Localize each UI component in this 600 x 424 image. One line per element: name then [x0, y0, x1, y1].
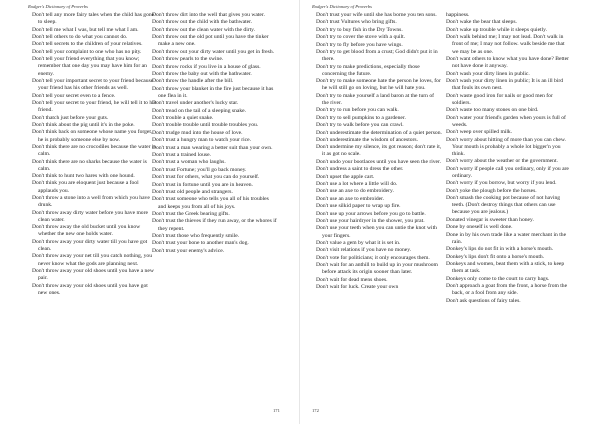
proverb-entry: Don't yoke the plough before the horses.: [446, 187, 537, 194]
proverb-entry: Don't throw away your net till you catch nothing, you never know what the gods are planning next.: [32, 253, 153, 267]
proverb-entry: Don't visit relations if you have no money.: [316, 247, 412, 254]
proverb-entry: Don't wake the bear that sleeps.: [446, 19, 517, 26]
left-column-1: [32, 12, 158, 297]
proverb-entry: Don't trudge mud into the house of love.: [152, 129, 243, 136]
proverb-entry: Don't try to get blood from a crust; God didn't put it in there.: [316, 48, 438, 63]
proverb-entry: Don't trust the Greek bearing gifts.: [152, 210, 230, 217]
proverb-entry: Don't throw away your dirty water till you have got clean.: [32, 238, 148, 253]
proverb-entry: Don't trust old people and strangers.: [152, 189, 233, 195]
proverb-entry: Don't undo your bootlaces until you have seen the river.: [316, 158, 441, 165]
proverb-entry: Don't use an axe to do embroidery.: [316, 188, 394, 195]
proverb-entry: Don't throw your blanket in the fire just because it has one flea in it.: [152, 85, 274, 99]
proverb-entry: Don't use your hairdryer in the shower, you prat.: [316, 218, 425, 224]
proverb-entry: Donkeys and women, beat them with a stick, to keep them at task.: [446, 261, 565, 275]
proverb-entry: Don't throw the handle after the bill.: [152, 78, 234, 85]
proverb-entry: Don't think there are no crocodiles because the water is calm.: [32, 143, 156, 158]
proverb-entry: Don't undress a saint to dress the other.: [316, 166, 404, 173]
right-column-2: [446, 12, 572, 305]
proverb-entry: Don't throw rocks if you live in a house of glass.: [152, 63, 261, 70]
proverb-entry: Don't tell secrets to the children of your relatives.: [32, 41, 143, 48]
proverb-entry: Donkey's lips don't fit onto a horse's mouth.: [446, 253, 545, 260]
proverb-entry: Don't underestimate the wisdom of ancestors.: [316, 136, 418, 143]
proverb-entry: Don't throw dirt into the well that gives you water.: [152, 12, 265, 18]
proverb-entry: Don't throw out the clean water with the dirty.: [152, 26, 256, 33]
proverb-entry: Don't trust for others, what you can do yourself.: [152, 174, 260, 181]
proverb-entry: Don't ask questions of fairy tales.: [446, 297, 521, 304]
proverb-entry: Don't try to buy fish in the Dry Towns.: [316, 26, 403, 33]
proverb-entry: Don't wait for dead mens shoes.: [316, 276, 388, 283]
proverb-entry: Don't wait for luck. Create your own: [316, 284, 399, 291]
proverb-entry: Don't waste too many stones on one bird.: [446, 107, 539, 114]
proverb-entry: Don't use up your arrows before you go to battle.: [316, 210, 426, 217]
proverb-entry: Don't walk behind me; I may not lead. Don't walk in front of me; I may not follow. walk beside me that we may be as one.: [446, 34, 565, 55]
proverb-entry: Don't wake up trouble while it sleeps quietly.: [446, 26, 548, 33]
proverb-entry: Don't undermine my silence, its got reason; don't rate it, it as got no scale.: [316, 144, 442, 158]
proverb-entry: Don't tell your secret even to a fence.: [32, 92, 116, 99]
proverb-entry: Don't trouble trouble until trouble troubles you.: [152, 122, 259, 129]
proverb-entry: Don't throw pearls to the swine.: [152, 56, 224, 63]
proverb-entry: Don't wash your dirty linen in public.: [446, 70, 530, 77]
proverb-entry: Don't weep over spilled milk.: [446, 129, 513, 136]
proverb-entry: Don't use a lot where a little will do.: [316, 181, 398, 188]
proverb-entry: Donkeys only come to the court to carry bags.: [446, 275, 550, 282]
proverb-entry: happiness.: [446, 12, 470, 18]
proverb-entry: Don't try to cover the stove with a quilt.: [316, 34, 406, 41]
proverb-entry: Don't trust your bone to another man's dog.: [152, 240, 249, 247]
proverb-entry: Don't wait for an anthill to build up in your mushroom before attack its origin sooner than later.: [316, 262, 438, 276]
proverb-entry: Don't tell others to do what you cannot do.: [32, 33, 128, 40]
proverb-entry: Don't tread on the tail of a sleeping snake.: [152, 107, 247, 114]
proverb-entry: Don't trust Fortune; you'll go back money.: [152, 166, 247, 173]
proverb-entry: Don't throw out the child with the bathwater.: [152, 19, 253, 26]
proverb-entry: Don't approach a goat from the front, a horse from the back, or a fool from any side.: [446, 283, 568, 297]
proverb-entry: Don't throw away your old shoes until you have got new ones.: [32, 282, 148, 296]
proverb-entry: Don't worry about hitting of more than you can chew. Your mouth is probably a whole lot bigger'n you think.: [446, 136, 566, 157]
proverb-entry: Don't think there are no sharks because the water is calm.: [32, 158, 147, 172]
proverb-entry: Don't upset the apple cart.: [316, 173, 375, 180]
proverb-entry: Don't travel under another's lucky star.: [152, 100, 239, 107]
left-column-2: [152, 12, 278, 255]
page-number: 171: [273, 408, 280, 413]
proverb-entry: Don't trust in fortune until you are in heaven.: [152, 181, 253, 188]
proverb-entry: Don't think to hunt two hares with one hound.: [32, 173, 135, 180]
proverb-entry: Don't try to make predictions, especially those concerning the future.: [316, 63, 420, 77]
proverb-entry: Don't use an axe to embroider.: [316, 195, 385, 202]
proverb-entry: Don't want others to know what you have done? Better not have done it anyway.: [446, 55, 569, 70]
proverb-entry: Don't trust a trained louse.: [152, 152, 211, 159]
proverb-entry: Don't tell your friend everything that you know; remember that one day you may have him for an enemy.: [32, 56, 147, 77]
proverb-entry: Don't worry if people call you ordinary, only if you are ordinary.: [446, 165, 569, 179]
proverb-entry: Donated vinegar is sweeter than honey.: [446, 216, 534, 223]
proverb-entry: Don't vote for politicians; it only encourages them.: [316, 254, 430, 261]
proverb-entry: Don't try to run before you can walk.: [316, 107, 399, 114]
proverb-entry: Don't throw the baby out with the bathwater.: [152, 70, 252, 77]
proverb-entry: Don't trust a hungry man to watch your rice.: [152, 137, 252, 144]
proverb-entry: Don't try to make someone hate the person he loves, for he will still go on loving, but he will hate you.: [316, 78, 441, 92]
proverb-entry: Don't water your friend's garden when yours is full of weeds.: [446, 114, 566, 128]
proverb-entry: Don't underestimate the determination of a quiet person.: [316, 129, 442, 136]
running-header: Rodger's Dictionary of Proverbs: [312, 4, 372, 9]
proverb-entry: Don't use silkid paper to wrap up fire.: [316, 203, 401, 210]
proverb-entry: Don't tell your secret to your friend, he will tell it to his friend.: [32, 99, 156, 114]
proverb-entry: Don't waste good iron for nails or good men for soldiers.: [446, 92, 553, 106]
proverb-entry: Don't value a gem by what it is set in.: [316, 239, 401, 246]
proverb-entry: Donkey's lips do not fit in with a horse's mouth.: [446, 246, 554, 253]
proverb-entry: Don't think back on someone whose name you forget, he is probably someone else by now.: [32, 129, 153, 143]
proverb-entry: Don't try to fly before you have wings.: [316, 41, 403, 48]
proverb-entry: Don't try to make yourself a land baron at the turn of the river.: [316, 92, 434, 106]
proverb-entry: Don't trouble a quiet snake.: [152, 115, 214, 122]
proverb-entry: Don't worry about the weather or the government.: [446, 158, 558, 165]
proverb-entry: Done in by his own trade like a water merchant in the rain.: [446, 231, 567, 245]
proverb-entry: Don't throw away your old shoes until you have a new pair.: [32, 268, 154, 282]
running-header: Rodger's Dictionary of Proverbs: [28, 4, 88, 9]
proverb-entry: Don't think about the pig until it's in the poke.: [32, 121, 135, 128]
proverb-entry: Don't throw out your dirty water until you get in fresh.: [152, 48, 275, 55]
proverb-entry: Don't throw a stone into a well from which you have drunk.: [32, 195, 150, 209]
proverb-entry: Don't trust Vultures who bring gifts.: [316, 19, 397, 26]
proverb-entry: Don't trust a man wearing a better suit than your own.: [152, 144, 273, 151]
proverb-entry: Don't trust your wife until she has borne you ten sons.: [316, 12, 437, 18]
proverb-entry: Don't tell your complaint to one who has no pity.: [32, 48, 142, 55]
proverb-entry: Don't use your teeth when you can untie the knot with your fingers.: [316, 225, 437, 239]
proverb-entry: Don't try to walk before you can crawl.: [316, 122, 404, 129]
proverb-entry: Don't trust someone who tells you all of his troubles and keeps you from all of his joys.: [152, 196, 269, 210]
proverb-entry: Don't wash your dirty linen in public; It is an ill bird that fouls its own nest.: [446, 77, 564, 92]
proverb-entry: Don't thatch just before your guts.: [32, 114, 109, 121]
proverb-entry: Don't trust those who frequently smile.: [152, 232, 240, 239]
proverb-entry: Don't tell me what I was, but tell me what I am.: [32, 26, 139, 33]
proverb-entry: Done by oneself is well done.: [446, 224, 513, 231]
proverb-entry: Don't smash the cooking pot because of not having teeth. (Don't destroy things that others can use because you are jealous.): [446, 195, 561, 216]
proverb-entry: Don't tell your important secret to your friend because your friend has his other friends as well.: [32, 77, 154, 92]
right-column-1: [316, 12, 442, 292]
proverb-entry: Don't think you are eloquent just because a fool applauds you.: [32, 180, 139, 194]
right-page: [300, 0, 600, 424]
proverb-entry: Don't trust your enemy's advice.: [152, 247, 225, 254]
proverb-entry: Don't tell any more fairy tales when the child has gone to sleep.: [32, 12, 155, 26]
proverb-entry: Don't trust the thieves if they run away, or the whores if they repent.: [152, 218, 277, 232]
proverb-entry: Don't throw out the old pot until you have the tinker make a new one.: [152, 34, 269, 48]
proverb-entry: Don't throw away the old bucket until you know whether the new one holds water.: [32, 224, 141, 238]
proverb-entry: Don't worry if you borrow, but worry if you lend.: [446, 180, 557, 187]
proverb-entry: Don't trust a woman who laughs.: [152, 159, 226, 166]
proverb-entry: Don't throw away dirty water before you have more clean water.: [32, 209, 148, 223]
page-number: 172: [312, 408, 319, 413]
proverb-entry: Don't try to sell pumpkins to a gardener.: [316, 114, 406, 121]
